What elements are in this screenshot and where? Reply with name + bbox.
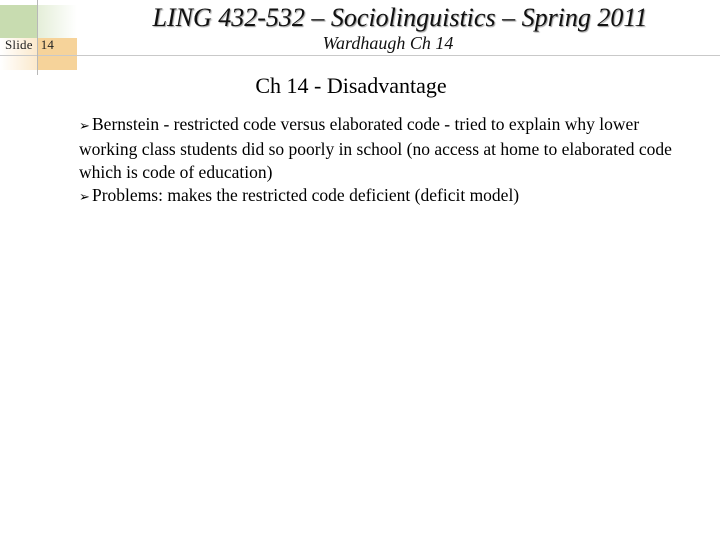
slide-heading: Ch 14 - Disadvantage	[255, 73, 447, 98]
arrow-bullet-icon: ➢	[79, 190, 90, 205]
decorative-green-fade	[37, 5, 77, 38]
arrow-bullet-icon: ➢	[79, 119, 90, 134]
course-subtitle: Wardhaugh Ch 14	[322, 33, 454, 53]
bullet-item	[79, 113, 699, 184]
slide-label-text: Slide	[5, 37, 33, 52]
course-title: LING 432-532 – Sociolinguistics – Spring 2011	[152, 3, 648, 32]
bullet-list	[79, 113, 699, 209]
bullet-text: Bernstein - restricted code versus elaborated code - tried to explain why lower working class students did so poorly in school (no access at home to elaborated code which is code of education)	[79, 114, 672, 182]
decorative-green-square	[0, 5, 37, 38]
bullet-item	[79, 184, 699, 209]
slide-number-label	[5, 37, 54, 53]
slide-number: 14	[40, 37, 55, 52]
bullet-text: Problems: makes the restricted code deficient (deficit model)	[92, 185, 520, 205]
header-divider	[0, 55, 720, 56]
